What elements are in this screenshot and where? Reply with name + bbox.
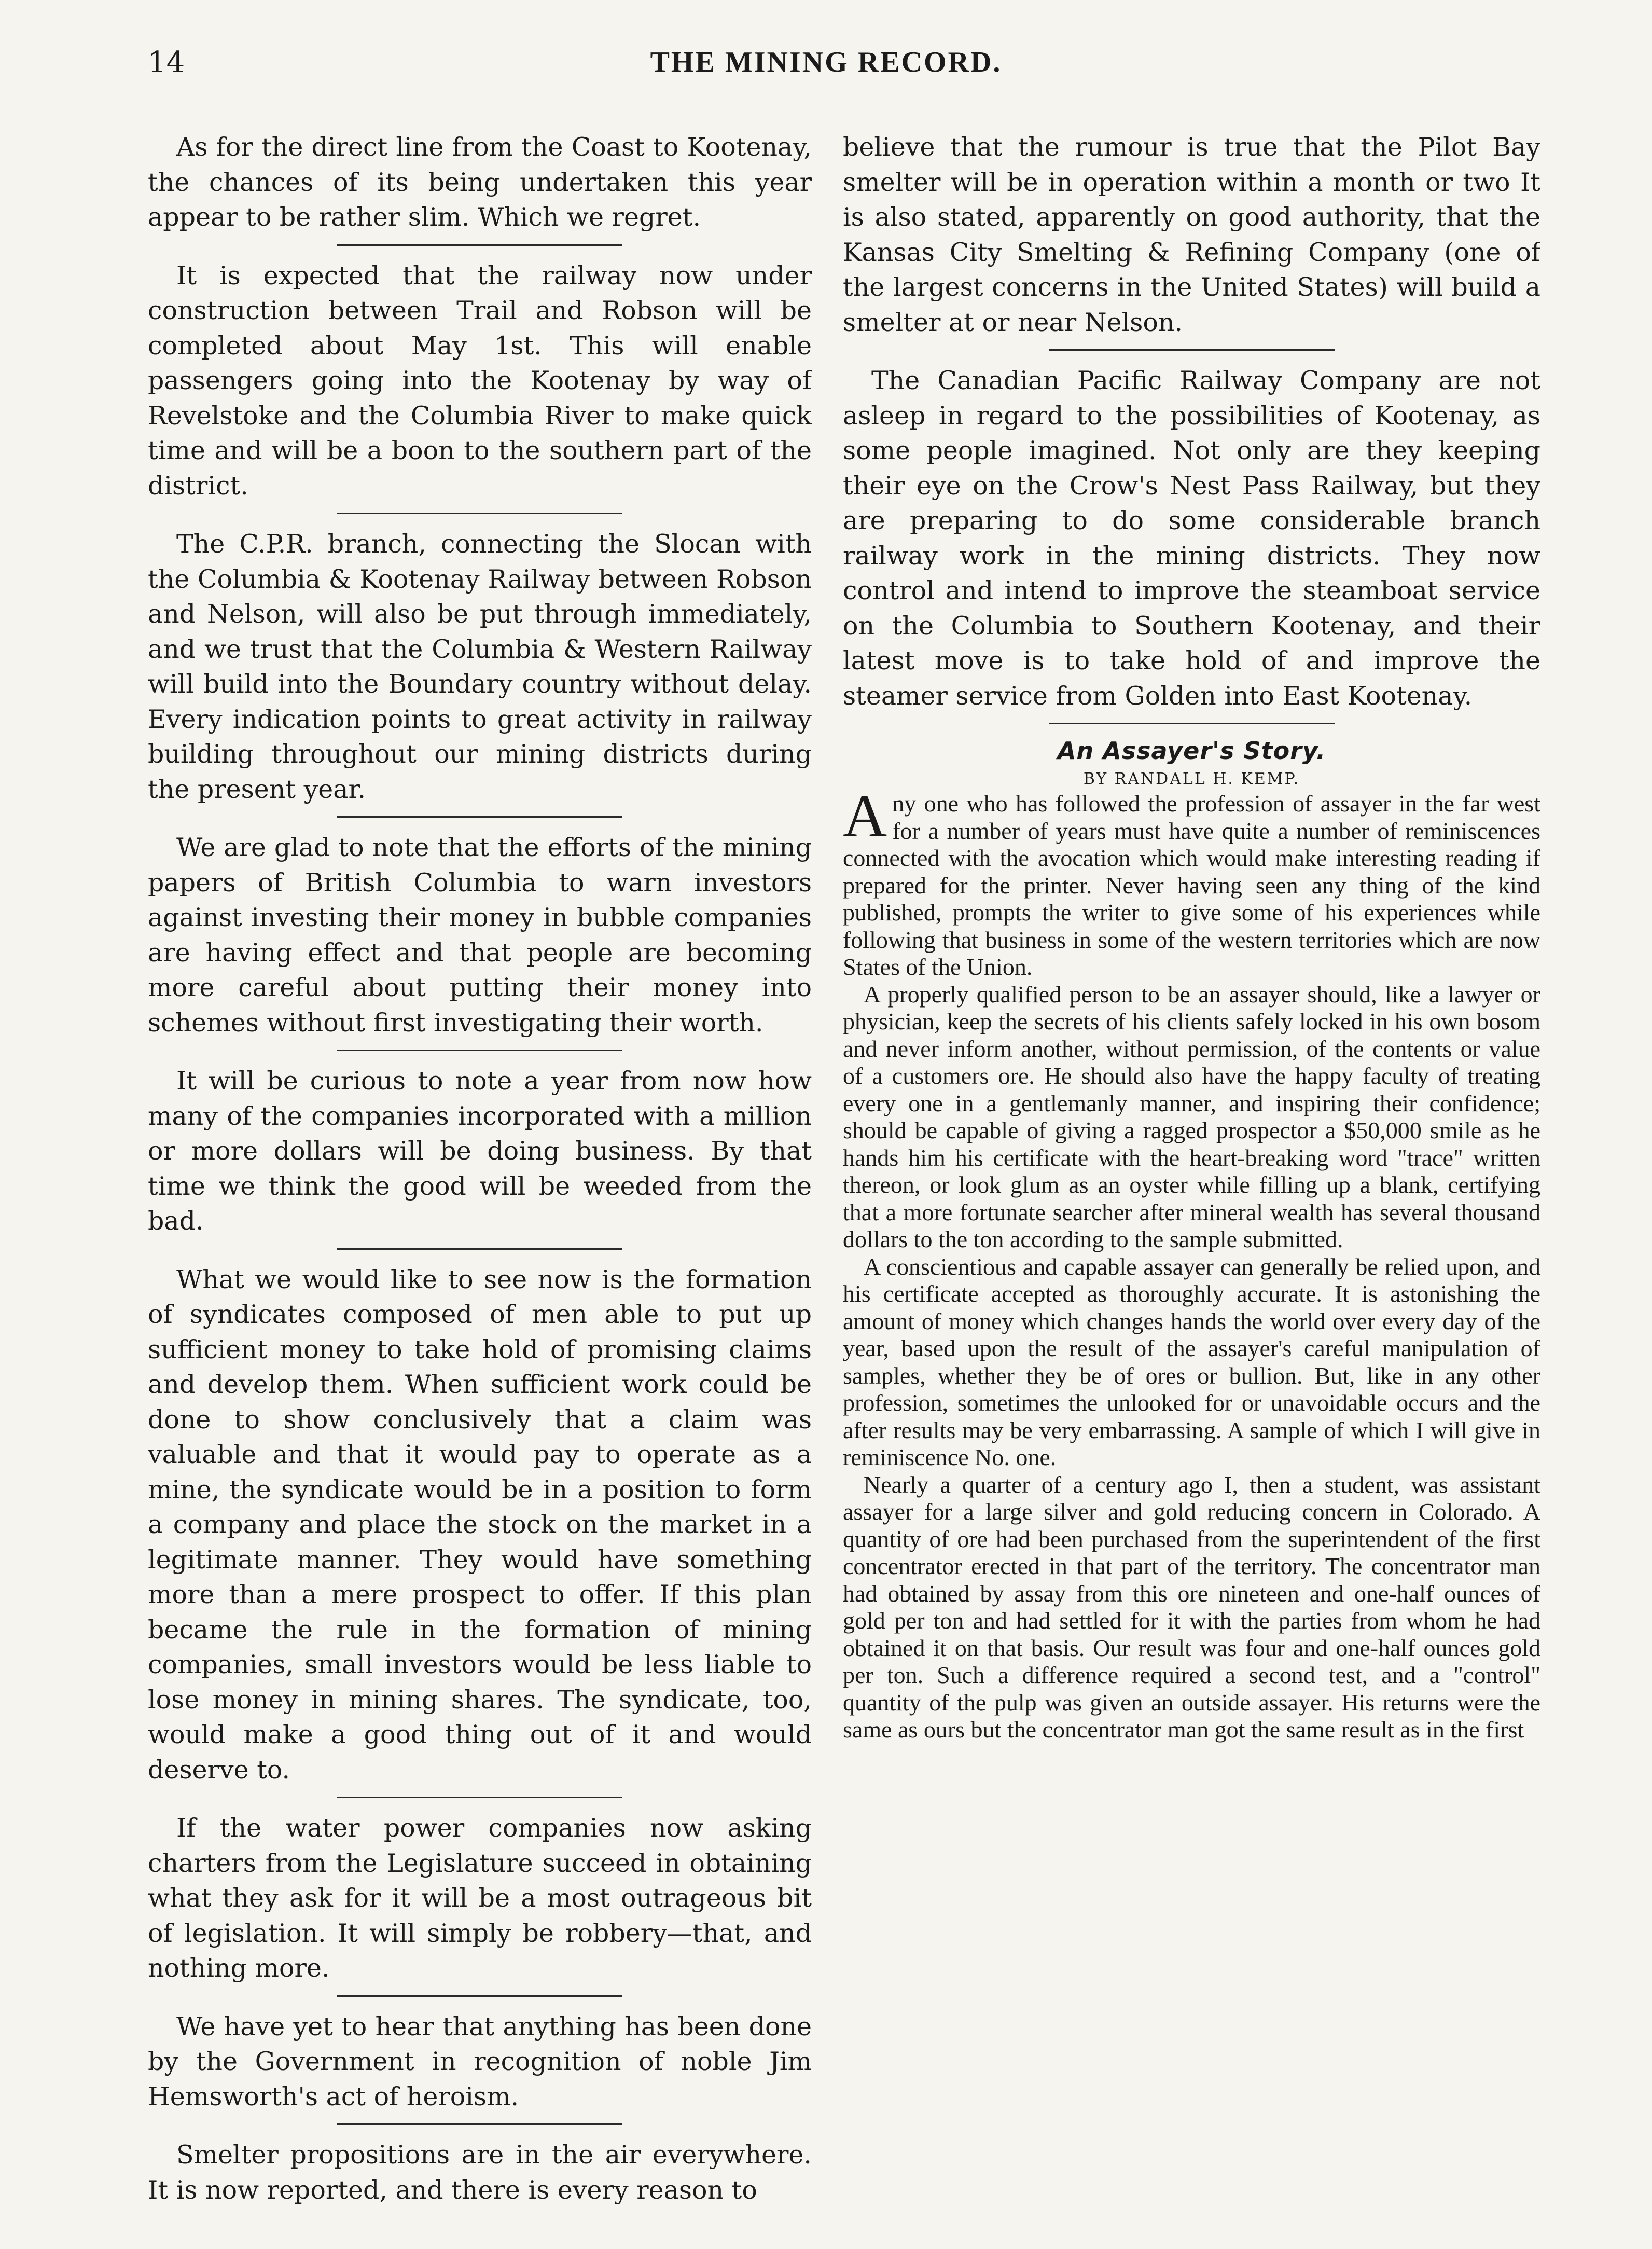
section-divider [337,1797,622,1798]
section-divider [337,1050,622,1051]
editorial-paragraph: We are glad to note that the efforts of the mining papers of British Columbia to warn investors against investing their money in bubble companies are having effect and that people are becoming more careful about putting their money into schemes without first investigating their worth. [148,833,812,1038]
section-divider [337,816,622,818]
editorial-paragraph: It is expected that the railway now under construction between Trail and Robson will be completed about May 1st. This will enable passengers going into the Kootenay by way of Revelstoke and the Columbia River to make quick time and will be a boon to the southern part of the district. [148,260,812,501]
section-divider [337,244,622,246]
article-paragraph [843,782,1540,981]
page-number: 14 [148,46,185,79]
left-column [148,130,812,2228]
section-divider [1049,723,1335,724]
editorial-paragraph: As for the direct line from the Coast to Kootenay, the chances of its being undertaken this year appear to be rather slim. Which we regret. [148,132,812,232]
article-title: An Assayer's Story. [1057,737,1326,765]
editorial-paragraph: The C.P.R. branch, connecting the Slocan with the Columbia & Kootenay Railway between Robson and Nelson, will also be put through immediately, and we trust that the Columbia & Western Railway will build into the Boundary country without delay. Every indication points to great activity in railway building throughout our mining districts during the present year. [148,529,812,804]
section-divider [337,1248,622,1250]
editorial-paragraph: We have yet to hear that anything has been done by the Government in recognition of noble Jim Hemsworth's act of heroism. [148,2011,812,2112]
article-paragraph-text: ny one who has followed the profession of assayer in the far west for a number of years must have quite a number of reminiscences connected with the avocation which would make interesting reading if prepared for the printer. Never having seen any thing of the kind published, prompts the writer to give some of his experiences while following that business in some of the western territories which are now States of the Union. [843,790,1540,980]
article-paragraph: A properly qualified person to be an assayer should, like a lawyer or physician, keep the secrets of his clients safely locked in his own bosom and never inform another, without permission, of the contents or value of a customers ore. He should also have the happy faculty of treating every one in a gentlemanly manner, and inspiring their confidence; should be capable of giving a ragged prospector a $50,000 smile as he hands him his certificate with the heart-breaking word "trace" written thereon, or look glum as an oyster while filling up a blank, certifying that a more fortunate searcher after mineral wealth has several thousand dollars to the ton according to the sample submitted. [843,981,1540,1252]
page-header [0,36,1652,99]
right-column [843,130,1540,2228]
section-divider [337,2123,622,2125]
publication-title: THE MINING RECORD. [650,46,1002,78]
article-byline: BY RANDALL H. KEMP. [1083,770,1300,788]
article-paragraph: Nearly a quarter of a century ago I, then a student, was assistant assayer for a large silver and gold reducing concern in Colorado. A quantity of ore had been purchased from the superintendent of the first concentrator erected in that part of the territory. The concentrator man had obtained by assay from this ore nineteen and one-half ounces of gold per ton and had settled for it with the parties from whom he had obtained it on that basis. Our result was four and one-half ounces gold per ton. Such a difference required a second test, and a "control" quantity of the pulp was given an outside assayer. His returns were the same as ours but the concentrator man got the same result as in the first [843,1471,1540,1743]
article-body [843,782,1540,1744]
section-divider [337,1995,622,1997]
editorial-paragraph: believe that the rumour is true that the Pilot Bay smelter will be in operation within a month or two It is also stated, apparently on good authority, that the Kansas City Smelting & Refining Company (one of the largest concerns in the United States) will build a smelter at or near Nelson. [843,132,1540,337]
section-divider [337,513,622,514]
editorial-paragraph: The Canadian Pacific Railway Company are not asleep in regard to the possibilities of Kootenay, as some people imagined. Not only are they keeping their eye on the Crow's Nest Pass Railway, but they are preparing to do some considerable branch railway work in the mining districts. They now control and intend to improve the steamboat service on the Columbia to Southern Kootenay, and their latest move is to take hold of and improve the steamer service from Golden into East Kootenay. [843,366,1540,711]
editorial-paragraph: It will be curious to note a year from now how many of the companies incorporated with a million or more dollars will be doing business. By that time we think the good will be weeded from the bad. [148,1066,812,1236]
editorial-paragraph: If the water power companies now asking charters from the Legislature succeed in obtaining what they ask for it will be a most outrageous bit of legislation. It will simply be robbery—that, and nothing more. [148,1813,812,1983]
drop-cap: A [843,782,887,850]
editorial-paragraph: Smelter propositions are in the air everywhere. It is now reported, and there is every reason to [148,2140,812,2205]
article-paragraph: A conscientious and capable assayer can generally be relied upon, and his certificate accepted as thoroughly accurate. It is astonishing the amount of money which changes hands the world over every day of the year, based upon the result of the assayer's careful manipulation of samples, whether they be of ores or bullion. But, like in any other profession, sometimes the unlooked for or unavoidable occurs and the after results may be very embarrassing. A sample of which I will give in reminiscence No. one. [843,1253,1540,1470]
section-divider [1049,349,1335,351]
editorial-paragraph: What we would like to see now is the formation of syndicates composed of men able to put up sufficient money to take hold of promising claims and develop them. When sufficient work could be done to show conclusively that a claim was valuable and that it would pay to operate as a mine, the syndicate would be in a position to form a company and place the stock on the market in a legitimate manner. They would have something more than a mere prospect to offer. If this plan became the rule in the formation of mining companies, small investors would be less liable to lose money in mining shares. The syndicate, too, would make a good thing out of it and would deserve to. [148,1264,812,1785]
